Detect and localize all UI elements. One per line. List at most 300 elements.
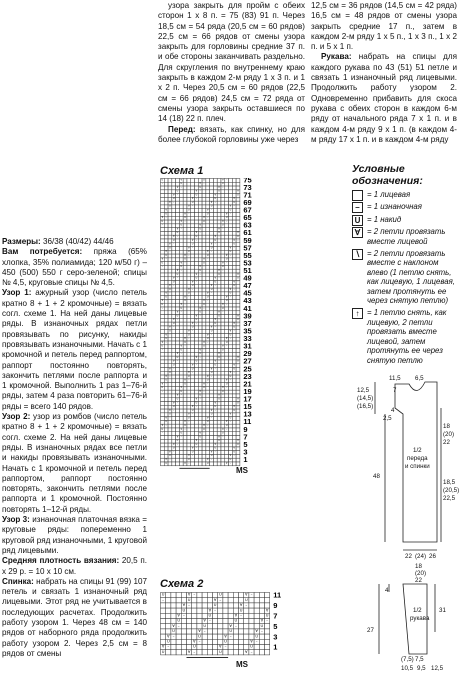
chart-cell [207,639,212,644]
chart-cell [236,349,240,353]
chart-cell [206,273,210,277]
chart-cell [217,254,221,258]
sleeve-schematic [355,562,459,673]
stitch-symbol-icon: – [260,629,263,634]
stitch-symbol-icon: – [222,185,224,189]
chart-cell [236,213,240,217]
stitch-symbol-icon: ∀ [180,303,183,307]
chart-cell [225,360,229,364]
stitch-symbol-icon: – [233,287,235,291]
chart-cell [244,619,249,624]
chart-cell [233,204,240,209]
stitch-symbol-icon: U [191,450,194,454]
stitch-symbol-icon: ∀ [161,644,165,649]
chart-cell [223,613,228,618]
chart-cell [179,330,183,334]
chart-cell [210,374,217,379]
stitch-symbol-icon: – [165,299,167,303]
chart-cell [168,220,172,224]
stitch-symbol-icon: – [224,644,227,649]
chart-cell [192,608,197,613]
stitch-symbol-icon: ∀ [176,185,179,189]
chart-cell [179,364,183,368]
chart-cell [217,239,221,243]
chart-cell [206,428,210,432]
chart-cell [232,390,236,394]
chart-cell [164,398,168,402]
chart-cell [187,428,191,432]
stitch-symbol-icon: – [210,333,213,337]
chart-cell [199,397,206,402]
chart-cell [161,186,165,190]
stitch-symbol-icon: U [199,310,202,314]
stitch-symbol-icon: ∀ [218,269,220,272]
chart-cell [176,397,183,405]
stitch-symbol-icon: ∀ [199,182,201,186]
chart-cell [229,405,233,409]
stitch-symbol-icon: U [237,401,239,405]
chart-cell [179,368,183,372]
chart-cell [191,333,195,337]
chart-cell [236,254,240,258]
chart-cell [221,239,225,243]
chart-cell [191,345,195,349]
sleeve-piece-label: рукава [410,615,430,622]
stitch-symbol-icon: ∀ [225,420,228,424]
stitch-symbol-icon: – [188,337,190,341]
chart-cell [181,629,186,634]
chart-cell [206,405,210,409]
stitch-symbol-icon: ∀ [210,408,213,412]
chart-cell [217,220,221,224]
chart-cell [265,629,270,634]
chart-cell [191,417,195,421]
chart-cell [195,247,199,251]
stitch-symbol-icon: – [207,340,209,344]
chart-cell [229,262,233,266]
stitch-symbol-icon: U [180,265,183,269]
chart-cell [202,402,206,406]
chart-cell [225,390,229,394]
chart-cell [192,629,197,634]
stitch-symbol-icon: – [169,291,171,295]
stitch-symbol-icon: ∀ [199,306,201,310]
body-dim-label: 11,5 [389,375,401,382]
chart-cell [225,284,229,288]
chart-cell [221,379,225,383]
stitch-symbol-icon: – [229,212,232,216]
chart-cell [164,439,168,443]
stitch-symbol-icon: ∀ [218,310,220,314]
chart-cell [232,341,236,345]
stitch-symbol-icon: – [161,182,163,186]
chart-cell [187,179,191,183]
chart-cell [221,281,225,285]
chart-cell [172,220,176,224]
chart-cell [168,462,172,466]
stitch-symbol-icon: U [229,374,232,378]
chart-cell [179,337,183,341]
row-number: 7 [243,432,248,442]
chart-cell [179,197,183,201]
chart-cell [206,386,210,390]
body-dim-label: 22 [405,553,412,560]
chart-cell [206,239,210,243]
chart2-grid [160,592,350,672]
chart-cell [225,247,229,251]
stitch-symbol-icon: ∀ [176,352,179,356]
chart-cell [232,383,236,387]
chart-cell [168,428,172,432]
chart-cell [217,424,221,428]
stitch-symbol-icon: – [219,597,222,602]
stitch-symbol-icon: – [184,178,186,182]
chart-cell [198,368,202,372]
stitch-symbol-icon: U [210,329,213,333]
stitch-symbol-icon: – [180,435,182,439]
chart-cell [202,239,206,243]
chart-cell [210,220,214,224]
stitch-symbol-icon: ∀ [214,193,217,197]
stitch-symbol-icon: ∀ [191,280,194,284]
chart-cell [161,311,165,315]
chart-cell [179,371,183,375]
stitch-symbol-icon: – [240,613,243,618]
chart-cell [195,234,202,239]
chart-cell [254,619,259,624]
stitch-symbol-icon: ∀ [239,603,243,608]
chart-cell [223,650,228,655]
row-number: 1 [273,642,278,652]
chart-cell [213,341,217,345]
chart-cell [210,179,214,183]
chart-cell [202,277,206,281]
chart-cell [176,299,180,303]
chart-cell [202,352,206,356]
chart-cell [206,265,210,269]
stitch-symbol-icon: – [165,257,167,261]
stitch-symbol-icon: U [225,216,228,220]
chart-cell [259,608,264,613]
chart-cell [210,269,214,273]
chart-cell [183,247,187,251]
chart-cell [221,451,225,455]
stitch-symbol-icon: – [214,450,216,454]
stitch-symbol-icon: U [184,340,186,344]
chart-cell [179,447,183,451]
chart-cell [202,462,206,466]
chart-cell [168,349,172,353]
chart-cell [183,364,187,368]
chart-cell [172,303,176,307]
chart-cell [176,405,180,409]
chart-cell [197,608,202,613]
chart-cell [202,639,207,644]
chart-cell [183,231,187,235]
stitch-symbol-icon: ∀ [255,629,258,634]
chart-cell [206,182,210,186]
stitch-symbol-icon: U [176,314,179,318]
chart-cell [176,197,180,201]
chart-cell [183,368,187,372]
stitch-symbol-icon: – [161,431,163,435]
chart-cell [210,337,214,341]
chart-cell [259,634,264,639]
chart-cell [206,402,210,406]
chart-cell [236,265,240,269]
stitch-symbol-icon: – [199,355,201,359]
chart-cell [228,613,233,618]
chart-cell [161,178,168,186]
stitch-symbol-icon: ∀ [214,318,217,322]
chart-cell [191,390,195,394]
stitch-symbol-icon: U [206,253,209,257]
chart-cell [164,394,168,398]
chart-cell [168,186,172,190]
stitch-symbol-icon: U [180,182,183,186]
stitch-symbol-icon: ∀ [180,386,183,390]
chart-cell [229,386,233,390]
chart-cell [206,360,210,364]
stitch-symbol-icon: U [218,439,220,443]
chart-cell [198,424,202,428]
chart-cell [213,629,218,634]
chart-cell [217,383,221,387]
chart-cell [259,650,264,655]
chart-cell [161,405,165,409]
chart-cell [198,451,202,455]
stitch-symbol-icon: U [225,299,228,303]
chart-cell [225,322,229,326]
stitch-symbol-icon: – [229,420,232,424]
chart-cell [161,315,165,319]
chart-cell [207,598,212,603]
chart-cell [187,356,191,360]
sizes-text: 36/38 (40/42) 44/46 [40,237,114,246]
chart-cell [229,436,233,440]
chart-cell [225,330,229,334]
stitch-symbol-icon: U [237,193,239,197]
row-number: 21 [243,379,252,389]
chart-cell [232,269,236,273]
stitch-symbol-icon: ∀ [172,623,175,628]
stitch-symbol-icon: – [169,250,171,254]
stitch-symbol-icon: U [206,378,209,382]
chart-cell [195,288,199,292]
stitch-symbol-icon: ∀ [225,253,228,257]
chart-cell [161,326,165,330]
chart-cell [168,420,172,424]
chart-cell [164,443,168,447]
chart-cell [210,379,214,383]
pattern3-text: изнаночная платочная вязка = круговые ряды: попеременно 1 круговой ряд изнаночными, 1 круговой ряд лицевыми. [2,515,147,555]
chart-cell [202,269,206,273]
stitch-symbol-icon: ∀ [165,458,167,461]
chart-cell [168,432,172,436]
chart-cell [210,394,214,398]
stitch-symbol-icon: – [222,393,224,397]
chart-cell [206,447,210,451]
chart-cell [217,462,221,466]
chart-cell [233,603,238,608]
chart-cell [195,330,199,334]
chart-cell [217,341,221,345]
chart-cell [187,315,191,319]
body-piece-label: и спинки [405,463,430,470]
chart-cell [164,231,168,235]
chart-cell [232,307,236,311]
chart-cell [164,318,168,322]
stitch-symbol-icon: ∀ [199,431,201,435]
chart-cell [229,443,233,447]
chart-cell [187,398,191,402]
stitch-symbol-icon: U [218,272,220,276]
stitch-symbol-icon: – [195,446,197,450]
body-dim-label: 26 [429,553,436,560]
stitch-symbol-icon: – [234,623,237,628]
chart-cell [198,413,202,417]
chart-cell [217,345,221,349]
chart-cell [183,182,187,186]
chart-cell [164,368,168,372]
stitch-symbol-icon: – [176,442,179,446]
chart-cell [197,619,202,624]
chart-cell [202,447,206,451]
chart-cell [172,436,176,440]
row-number: 35 [243,326,252,336]
chart-cell [206,436,210,440]
chart-cell [265,634,270,639]
chart-cell [206,179,210,183]
chart-cell [172,213,176,217]
chart-cell [206,322,210,326]
chart-cell [218,276,225,281]
chart-cell [172,254,176,258]
chart-cell [236,303,240,307]
chart-cell [232,231,236,235]
chart-cell [183,315,187,319]
stitch-symbol-icon: U [198,634,201,639]
stitch-symbol-icon: – [193,592,196,597]
chart-cell [161,284,165,288]
stitch-symbol-icon: U [192,644,196,649]
chart-cell [187,186,191,190]
stitch-symbol-icon: – [203,431,205,435]
chart-cell [198,213,202,217]
chart-cell [191,250,195,254]
chart-cell [181,593,186,598]
chart-cell [183,277,187,281]
chart-cell [176,634,181,639]
chart-cell [233,629,238,634]
chart-cell [166,624,171,629]
chart-cell [191,341,195,345]
stitch-symbol-icon: – [176,276,179,280]
chart-cell [217,262,221,266]
stitch-symbol-icon: U [165,378,168,382]
chart-cell [254,598,259,603]
chart-cell [225,371,229,375]
chart-cell [210,416,217,421]
chart-cell [176,428,180,432]
chart-cell [165,296,172,303]
stitch-symbol-icon: ∀ [180,178,183,182]
stitch-symbol-icon: U [206,295,209,299]
chart-cell [172,228,176,232]
stitch-symbol-icon: U [224,639,227,644]
chart-cell [232,349,236,353]
chart-cell [229,250,236,254]
body-dim-label: (14,5) [357,395,374,402]
stitch-symbol-icon: U [229,458,232,461]
stitch-symbol-icon: ∀ [165,333,167,337]
chart-cell [217,209,221,213]
back-text: набрать на спицы 91 (99) 107 петель и связать 1 изнаночный ряд лицевыми. Этот ряд не учитывается в последующих расчетах. Продолжить работу узором 1. Через 48 см = 140 рядов от наборного ряда продолжить работу узором 2. Через 2,5 см = 8 рядов от смены [2,576,147,658]
chart-cell [187,424,191,428]
chart-cell [229,420,236,424]
chart-cell [236,220,240,224]
chart-cell [168,231,172,235]
chart-cell [259,603,264,608]
chart-cell [197,613,202,618]
chart-cell [195,390,199,394]
chart-cell [168,398,172,402]
stitch-symbol-icon: – [192,246,194,250]
stitch-symbol-icon: ∀ [245,649,248,654]
chart-cell [179,420,183,424]
body-dim-label: 48 [373,473,380,480]
stitch-symbol-icon: ∀ [260,618,264,623]
stitch-symbol-icon: – [229,461,232,465]
stitch-symbol-icon: – [222,352,224,356]
stitch-symbol-icon: ∀ [234,613,238,618]
chart-cell [210,329,217,337]
chart-cell [225,239,229,243]
chart-cell [161,368,165,372]
chart-cell [202,288,206,292]
chart-cell [161,190,165,194]
stitch-symbol-icon: – [250,592,253,597]
stitch-symbol-icon: ∀ [187,592,191,597]
chart-cell [176,262,183,269]
chart-cell [191,356,195,360]
legend-text-cdd: = 1 петлю снять, как лицевую, 2 петли провязать вместе лицевой, затем протянуть ее через снятую петлю [367,308,447,365]
chart-cell [172,420,176,424]
stitch-symbol-icon: U [191,242,194,246]
chart-cell [195,213,199,217]
stitch-symbol-icon: ∀ [188,287,190,291]
legend-text-knit: = 1 лицевая [367,190,411,199]
chart-cell [213,436,217,440]
stitch-symbol-icon: – [167,644,170,649]
chart-cell [187,639,192,644]
stitch-symbol-icon: – [188,212,190,216]
chart-cell [229,315,233,319]
chart-cell [168,390,172,394]
chart-cell [191,462,195,466]
chart-cell [229,352,233,356]
stitch-symbol-icon: – [222,269,224,272]
chart-cell [180,310,187,315]
chart-cell [265,639,270,644]
chart-cell [229,424,233,428]
stitch-symbol-icon: ∀ [229,204,232,208]
chart-cell [172,258,176,262]
chart-cell [199,355,206,360]
chart-cell [168,273,172,277]
chart-cell [183,273,187,277]
stitch-symbol-icon: U [213,603,217,608]
